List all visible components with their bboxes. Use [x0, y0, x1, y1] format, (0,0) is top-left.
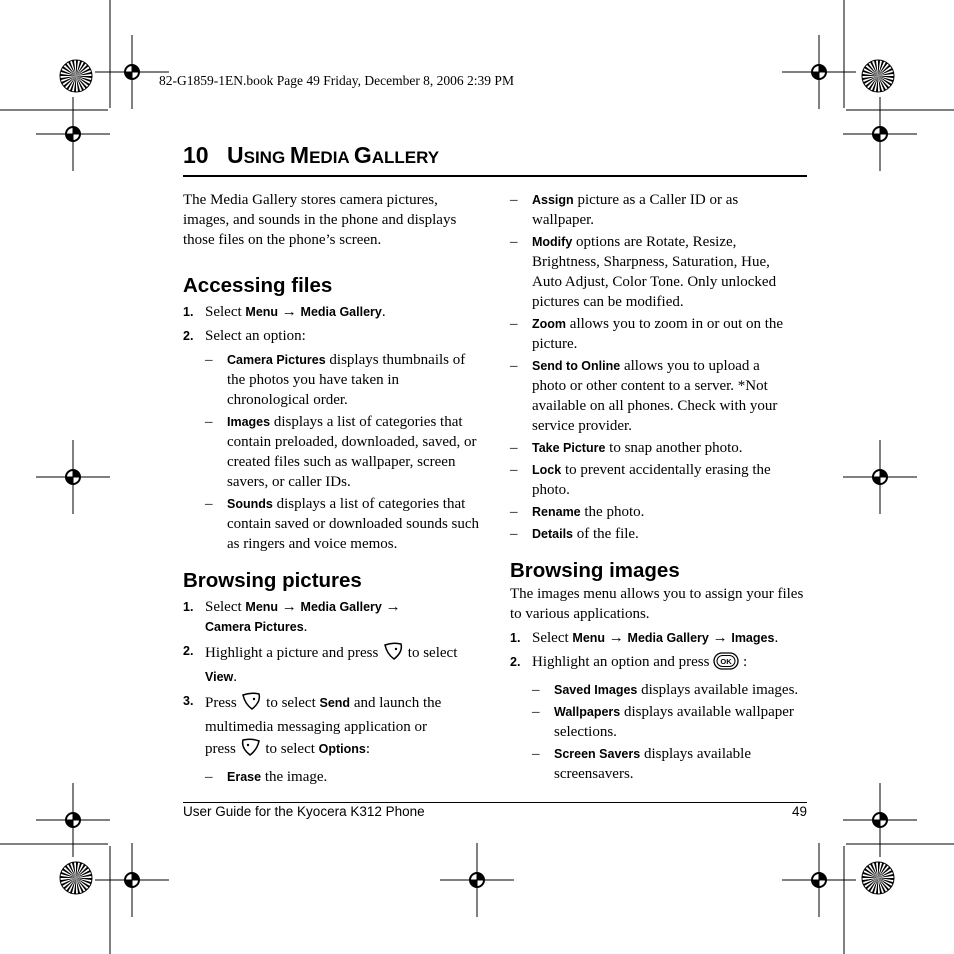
- option-text: to prevent accidentally erasing the photo.: [532, 462, 771, 498]
- list-item: [510, 232, 795, 312]
- list-item: [510, 524, 795, 544]
- arrow: →: [605, 630, 628, 646]
- step-number: 2.: [183, 329, 194, 343]
- ui-term-camera-pictures: Camera Pictures: [205, 620, 304, 634]
- option-text: the photo.: [580, 504, 645, 520]
- step-text: Highlight a picture and press: [205, 645, 383, 661]
- dash: –: [532, 682, 540, 698]
- dash: –: [510, 358, 518, 374]
- option-term: Details: [532, 527, 573, 541]
- arrow: →: [708, 630, 732, 646]
- step-end: :: [739, 654, 748, 670]
- chapter-rule: [183, 175, 807, 177]
- page-number: 49: [791, 804, 807, 819]
- dash: –: [510, 504, 518, 520]
- arrow: →: [278, 304, 301, 320]
- registration-star-bottom-left: [60, 862, 92, 894]
- option-text: allows you to upload a photo or other content to a server. *Not available on all phones. Check with your service provider.: [532, 358, 778, 434]
- dash: –: [510, 440, 518, 456]
- step-end: .: [303, 619, 308, 635]
- right-softkey-icon: [240, 691, 262, 717]
- left-softkey-icon: [240, 737, 262, 763]
- step-number: 3.: [183, 694, 194, 708]
- step-text: Press: [205, 695, 241, 711]
- list-item: [532, 744, 807, 784]
- registration-star-top-left: [60, 60, 92, 92]
- registration-cross: [843, 440, 917, 514]
- images-step-1: [510, 628, 807, 648]
- ok-key-label: OK: [720, 657, 732, 666]
- dash: –: [205, 769, 213, 785]
- right-softkey-icon: [382, 641, 404, 667]
- list-item: [205, 412, 483, 492]
- accessing-step-2: [183, 326, 483, 346]
- heading-browsing-pictures: Browsing pictures: [183, 569, 362, 592]
- right-column: [510, 190, 807, 784]
- registration-cross: [782, 843, 856, 917]
- ui-term-media-gallery: Media Gallery: [300, 600, 382, 614]
- print-header: 82-G1859-1EN.book Page 49 Friday, December 8, 2006 2:39 PM: [159, 73, 514, 88]
- option-text: displays thumbnails of the photos you have taken in chronological order.: [227, 352, 466, 408]
- list-item: [205, 494, 483, 554]
- step-text: to select: [261, 741, 319, 757]
- ui-term-send: Send: [319, 696, 351, 710]
- ui-term-images: Images: [731, 631, 775, 645]
- step-text: to select: [404, 645, 458, 661]
- pictures-step-3: [183, 691, 461, 763]
- list-item: [510, 502, 795, 522]
- registration-cross: [843, 97, 917, 171]
- chapter-title-text: [227, 142, 439, 168]
- option-term: Saved Images: [554, 683, 638, 697]
- option-term: Camera Pictures: [227, 353, 326, 367]
- option-term: Erase: [227, 770, 262, 784]
- list-item: [510, 356, 795, 436]
- option-text: displays a list of categories that contain saved or downloaded sounds such as ringers and voice memos.: [227, 496, 480, 552]
- dash: –: [510, 192, 518, 208]
- step-number: 2.: [510, 655, 521, 669]
- dash: –: [205, 414, 213, 430]
- list-item: [532, 680, 807, 700]
- step-number: 2.: [183, 644, 194, 658]
- list-item: [510, 314, 795, 354]
- chapter-number: 10: [183, 142, 209, 168]
- list-item: [205, 767, 483, 787]
- option-term: Modify: [532, 235, 573, 249]
- pictures-step-2: [183, 641, 483, 687]
- step-end: .: [381, 304, 386, 320]
- list-item: [510, 190, 795, 230]
- option-text: of the file.: [573, 526, 639, 542]
- registration-cross: [782, 35, 856, 109]
- option-text: allows you to zoom in or out on the picture.: [532, 316, 784, 352]
- option-text: the image.: [261, 769, 328, 785]
- footer-rule: [183, 802, 807, 803]
- browsing-images-section: [510, 558, 807, 784]
- left-column: [183, 190, 483, 787]
- option-term: Images: [227, 415, 271, 429]
- option-term: Wallpapers: [554, 705, 621, 719]
- registration-star-bottom-right: [862, 862, 894, 894]
- registration-cross: [95, 843, 169, 917]
- arrow: →: [381, 599, 401, 615]
- step-text: Select: [532, 630, 573, 646]
- ui-term-media-gallery: Media Gallery: [627, 631, 709, 645]
- arrow: →: [278, 599, 301, 615]
- dash: –: [205, 496, 213, 512]
- list-item: [510, 460, 795, 500]
- step-text: Select an option:: [205, 328, 306, 344]
- ui-term-menu: Menu: [245, 305, 279, 319]
- option-text: displays a list of categories that contain preloaded, downloaded, saved, or created files such as wallpaper, screen savers, or caller IDs.: [227, 414, 477, 490]
- title-cap: M: [289, 142, 310, 168]
- ui-term-options: Options: [318, 742, 366, 756]
- dash: –: [510, 316, 518, 332]
- step-text: Select: [205, 599, 246, 615]
- ui-term-view: View: [205, 670, 234, 684]
- list-item: [205, 350, 483, 410]
- option-term: Screen Savers: [554, 747, 641, 761]
- title-cap: G: [353, 142, 372, 168]
- option-term: Rename: [532, 505, 581, 519]
- images-intro: The images menu allows you to assign your files to various applications.: [510, 586, 804, 622]
- registration-cross: [843, 783, 917, 857]
- ui-term-menu: Menu: [245, 600, 279, 614]
- heading-accessing-files: Accessing files: [183, 274, 333, 297]
- step-text: to select: [262, 695, 320, 711]
- option-term: Send to Online: [532, 359, 621, 373]
- ui-term-menu: Menu: [572, 631, 606, 645]
- intro-paragraph: The Media Gallery stores camera pictures, images, and sounds in the phone and displays those files on the phone’s screen.: [183, 192, 457, 248]
- dash: –: [510, 526, 518, 542]
- registration-cross: [95, 35, 169, 109]
- step-text: Highlight an option and press: [532, 654, 714, 670]
- title-small: EDIA: [309, 148, 354, 167]
- pictures-sub-options: [205, 767, 483, 787]
- footer-title: User Guide for the Kyocera K312 Phone: [183, 804, 425, 819]
- title-small: SING: [243, 148, 290, 167]
- registration-cross: [36, 97, 110, 171]
- list-item: [510, 438, 795, 458]
- step-number: 1.: [183, 305, 194, 319]
- registration-cross: [440, 843, 514, 917]
- dash: –: [532, 704, 540, 720]
- option-text: to snap another photo.: [605, 440, 743, 456]
- option-text: displays available screensavers.: [554, 746, 751, 782]
- step-number: 1.: [510, 631, 521, 645]
- option-term: Assign: [532, 193, 574, 207]
- dash: –: [205, 352, 213, 368]
- accessing-step-1: [183, 302, 483, 322]
- pictures-step-1: [183, 597, 483, 637]
- step-end: .: [774, 630, 779, 646]
- step-end: .: [233, 669, 238, 685]
- registration-star-top-right: [862, 60, 894, 92]
- ui-term-media-gallery: Media Gallery: [300, 305, 382, 319]
- option-term: Take Picture: [532, 441, 606, 455]
- picture-options: [510, 190, 795, 544]
- accessing-options: [205, 350, 483, 554]
- registration-cross: [36, 440, 110, 514]
- step-number: 1.: [183, 600, 194, 614]
- option-term: Zoom: [532, 317, 567, 331]
- title-small: ALLERY: [371, 148, 440, 167]
- dash: –: [510, 462, 518, 478]
- list-item: [532, 702, 807, 742]
- step-text: and launch the multimedia messaging application or press: [205, 695, 442, 757]
- title-cap: U: [227, 142, 244, 168]
- images-step-2: [510, 652, 807, 676]
- option-text: picture as a Caller ID or as wallpaper.: [532, 192, 739, 228]
- dash: –: [510, 234, 518, 250]
- images-options: [532, 680, 807, 784]
- option-text: displays available images.: [637, 682, 799, 698]
- ok-key-icon: [713, 652, 739, 676]
- dash: –: [532, 746, 540, 762]
- option-term: Lock: [532, 463, 562, 477]
- step-end: :: [365, 741, 371, 757]
- registration-cross: [36, 783, 110, 857]
- chapter-title: [183, 140, 807, 173]
- option-term: Sounds: [227, 497, 273, 511]
- option-text: displays available wallpaper selections.: [554, 704, 794, 740]
- step-text: Select: [205, 304, 246, 320]
- option-text: options are Rotate, Resize, Brightness, Sharpness, Saturation, Hue, Auto Adjust, Color Tone. Only unlocked pictures can be modified.: [532, 234, 777, 310]
- heading-browsing-images: Browsing images: [510, 559, 680, 582]
